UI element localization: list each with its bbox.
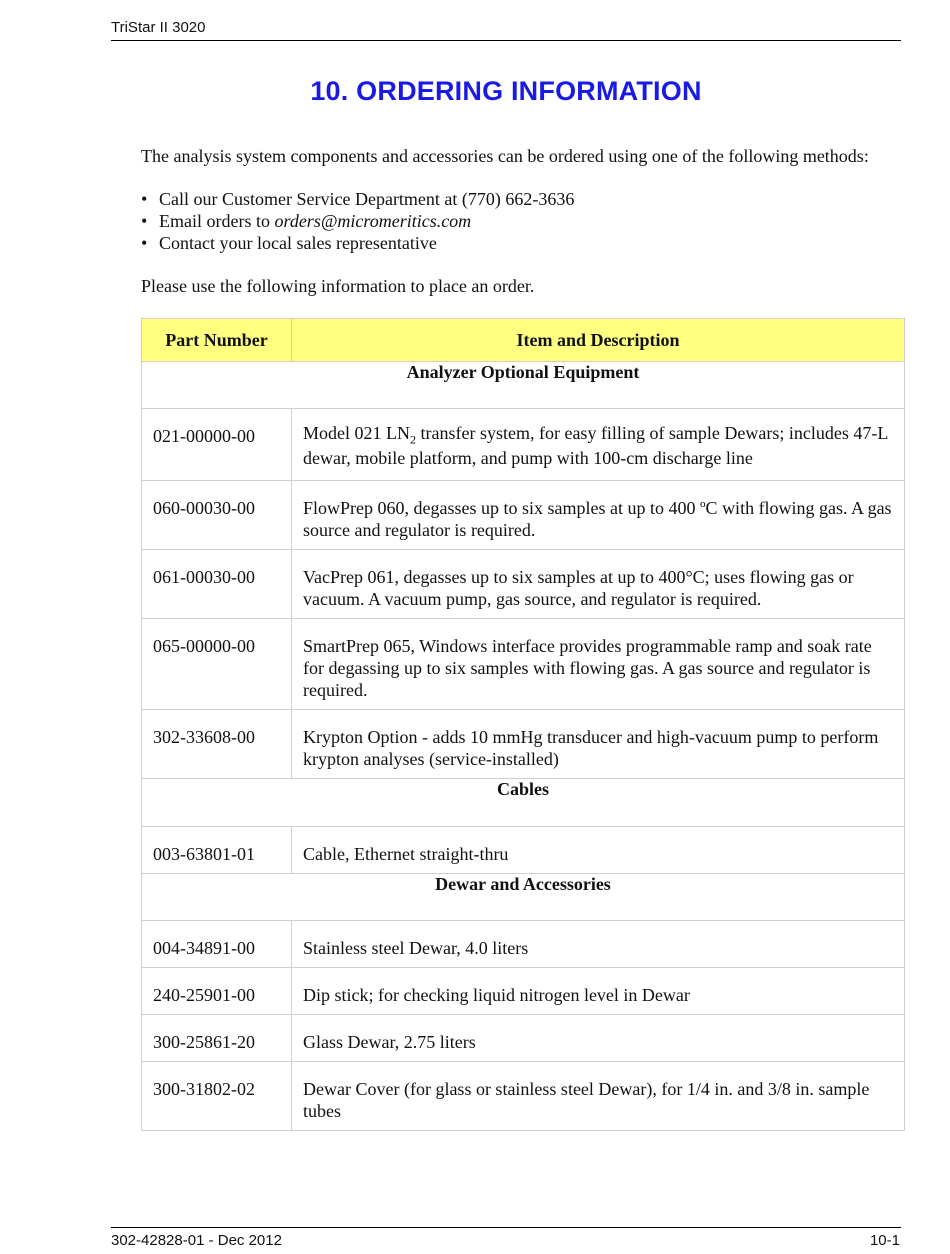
list-item bbox=[141, 188, 574, 210]
section-row bbox=[142, 779, 905, 827]
part-number: 240-25901-00 bbox=[142, 968, 292, 1015]
method-text: Email orders to bbox=[159, 211, 275, 231]
table-row bbox=[142, 710, 905, 779]
header-rule bbox=[111, 40, 901, 41]
table-row bbox=[142, 619, 905, 710]
table-row bbox=[142, 1062, 905, 1131]
ordering-methods-list bbox=[141, 188, 574, 254]
section-title: Dewar and Accessories bbox=[142, 874, 905, 921]
table-header-row bbox=[142, 319, 905, 362]
section-title: Cables bbox=[142, 779, 905, 827]
table-row bbox=[142, 409, 905, 481]
table-row bbox=[142, 1015, 905, 1062]
item-description: Glass Dewar, 2.75 liters bbox=[292, 1015, 905, 1062]
intro-paragraph: The analysis system components and accessories can be ordered using one of the following methods: bbox=[141, 146, 869, 166]
item-description: SmartPrep 065, Windows interface provides programmable ramp and soak rate for degassing up to six samples with flowing gas. A gas source and regulator is required. bbox=[292, 619, 905, 710]
item-description: Stainless steel Dewar, 4.0 liters bbox=[292, 921, 905, 968]
bullet: • bbox=[141, 233, 148, 253]
part-number: 004-34891-00 bbox=[142, 921, 292, 968]
part-number: 060-00030-00 bbox=[142, 481, 292, 550]
bullet: • bbox=[141, 189, 148, 209]
table-row bbox=[142, 550, 905, 619]
subscript: 2 bbox=[410, 432, 416, 447]
part-number: 061-00030-00 bbox=[142, 550, 292, 619]
table-row bbox=[142, 921, 905, 968]
part-number: 302-33608-00 bbox=[142, 710, 292, 779]
item-description: FlowPrep 060, degasses up to six samples at up to 400 ºC with flowing gas. A gas source and regulator is required. bbox=[292, 481, 905, 550]
item-description: VacPrep 061, degasses up to six samples at up to 400°C; uses flowing gas or vacuum. A vacuum pump, gas source, and regulator is required. bbox=[292, 550, 905, 619]
item-description: Dewar Cover (for glass or stainless steel Dewar), for 1/4 in. and 3/8 in. sample tubes bbox=[292, 1062, 905, 1131]
part-number: 021-00000-00 bbox=[142, 409, 292, 481]
section-row bbox=[142, 874, 905, 921]
item-description: Dip stick; for checking liquid nitrogen level in Dewar bbox=[292, 968, 905, 1015]
table-row bbox=[142, 827, 905, 874]
list-item bbox=[141, 232, 574, 254]
item-description: Krypton Option - adds 10 mmHg transducer and high-vacuum pump to perform krypton analyses (service-installed) bbox=[292, 710, 905, 779]
footer-rule bbox=[111, 1227, 901, 1228]
page-number: 10-1 bbox=[869, 1232, 900, 1249]
column-header-item-description: Item and Description bbox=[292, 319, 905, 362]
part-number: 300-25861-20 bbox=[142, 1015, 292, 1062]
email-address: orders@micromeritics.com bbox=[274, 211, 472, 231]
part-number: 300-31802-02 bbox=[142, 1062, 292, 1131]
column-header-part-number: Part Number bbox=[142, 319, 292, 362]
method-text: Call our Customer Service Department at (770) 662-3636 bbox=[159, 189, 575, 209]
item-description: Cable, Ethernet straight-thru bbox=[292, 827, 905, 874]
section-title: Analyzer Optional Equipment bbox=[142, 362, 905, 409]
ordering-table bbox=[141, 318, 905, 1131]
part-number: 003-63801-01 bbox=[142, 827, 292, 874]
table-row bbox=[142, 481, 905, 550]
item-description: Model 021 $LN_2$ transfer system, for easy filling of sample Dewars; includes 47-L dewar, mobile platform, and pump with 100-cm discharge line bbox=[292, 409, 905, 481]
document-number: 302-42828-01 - Dec 2012 bbox=[111, 1232, 282, 1249]
table-row bbox=[142, 968, 905, 1015]
method-text: Contact your local sales representative bbox=[159, 233, 437, 253]
section-row bbox=[142, 362, 905, 409]
list-item bbox=[141, 210, 574, 232]
chapter-title: 10. ORDERING INFORMATION bbox=[310, 76, 702, 106]
part-number: 065-00000-00 bbox=[142, 619, 292, 710]
bullet: • bbox=[141, 211, 148, 231]
order-instruction: Please use the following information to place an order. bbox=[141, 276, 535, 296]
running-title: TriStar II 3020 bbox=[111, 19, 206, 36]
